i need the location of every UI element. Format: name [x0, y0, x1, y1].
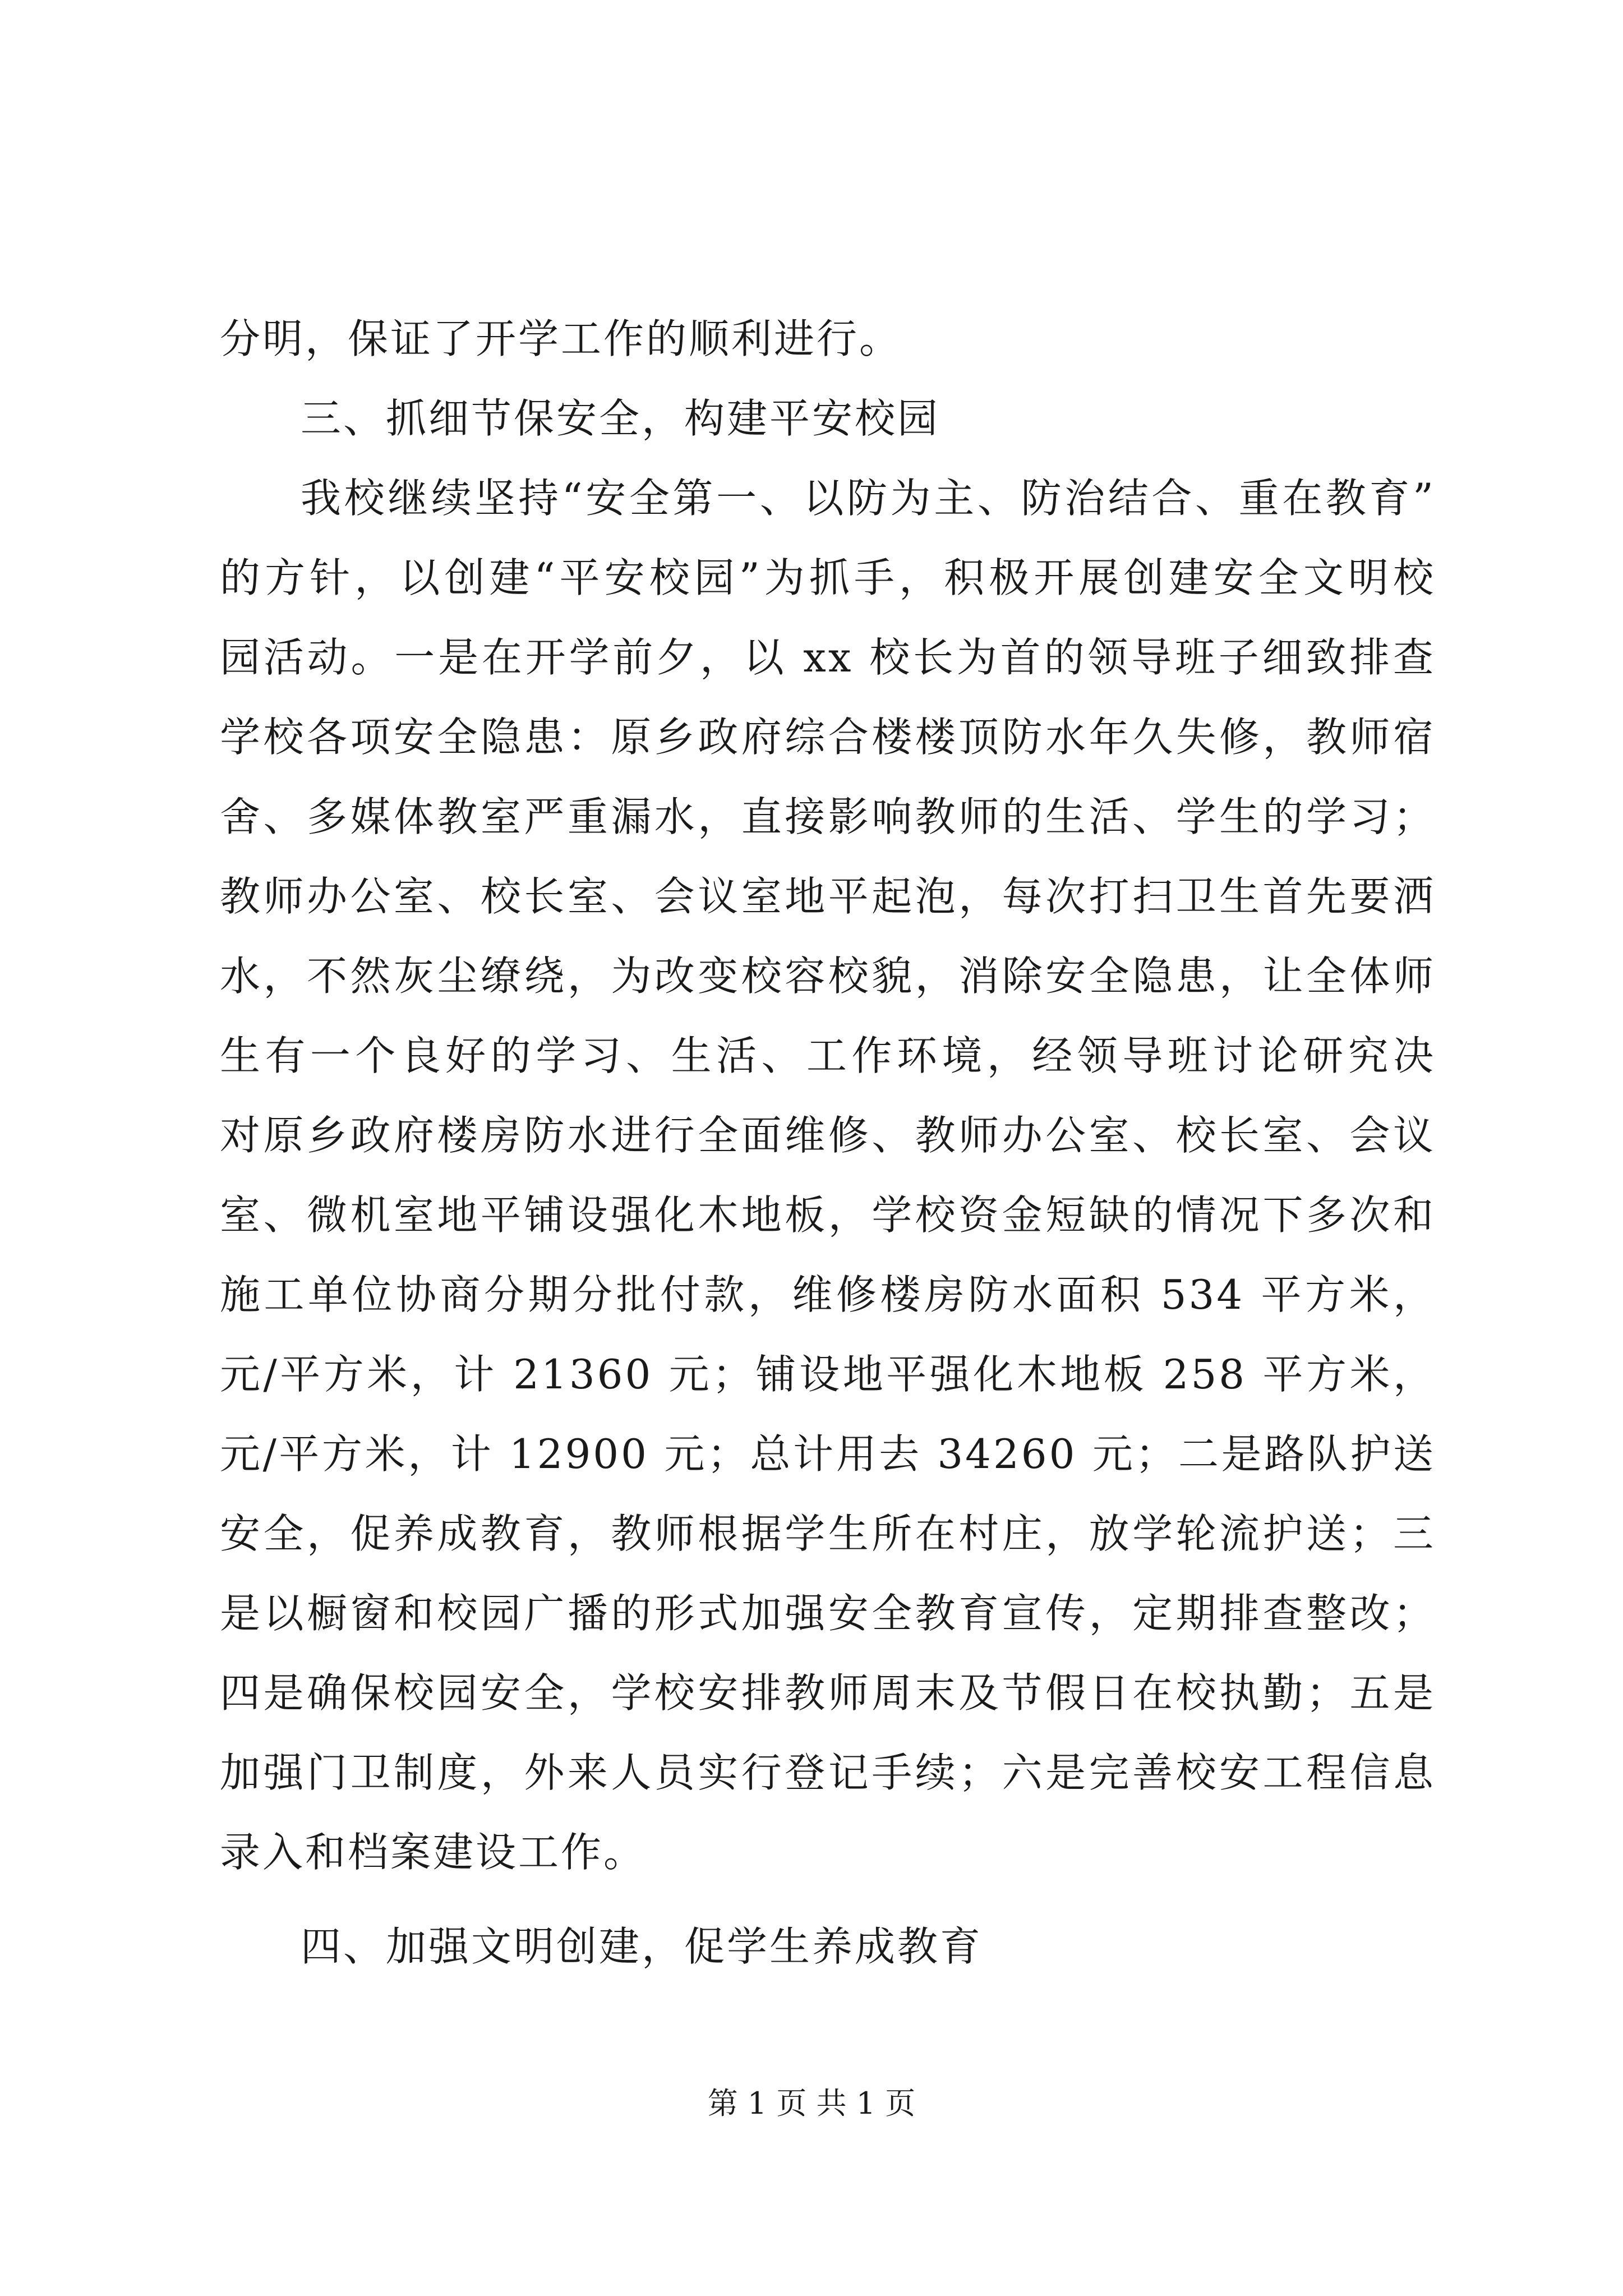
paragraph-line: 我校继续坚持“安全第一、以防为主、防治结合、重在教育” [301, 475, 1436, 522]
paragraph-line: 园活动。一是在开学前夕，以 xx 校长为首的领导班子细致排查 [220, 634, 1436, 681]
section-heading: 三、抓细节保安全，构建平安校园 [301, 395, 940, 442]
paragraph-line: 的方针，以创建“平安校园”为抓手，积极开展创建安全文明校 [220, 554, 1436, 601]
paragraph-line: 对原乡政府楼房防水进行全面维修、教师办公室、校长室、会议 [220, 1112, 1436, 1159]
paragraph-line: 舍、多媒体教室严重漏水，直接影响教师的生活、学生的学习； [220, 793, 1436, 840]
paragraph-line: 施工单位协商分期分批付款，维修楼房防水面积 534 平方米， [220, 1271, 1436, 1318]
paragraph-line: 教师办公室、校长室、会议室地平起泡，每次打扫卫生首先要洒 [220, 873, 1436, 920]
page-footer: 第 1 页 共 1 页 [707, 2086, 916, 2121]
paragraph-line: 分明，保证了开学工作的顺利进行。 [220, 315, 902, 362]
paragraph-line: 元/平方米，计 21360 元；铺设地平强化木地板 258 平方米， [220, 1351, 1436, 1398]
paragraph-line: 学校各项安全隐患：原乡政府综合楼楼顶防水年久失修，教师宿 [220, 714, 1436, 761]
paragraph-line: 元/平方米，计 12900 元；总计用去 34260 元；二是路队护送 [220, 1430, 1436, 1478]
paragraph-line: 是以橱窗和校园广播的形式加强安全教育宣传，定期排查整改； [220, 1590, 1436, 1637]
section-heading: 四、加强文明创建，促学生养成教育 [301, 1923, 983, 1970]
paragraph-line: 四是确保校园安全，学校安排教师周末及节假日在校执勤；五是 [220, 1669, 1436, 1717]
paragraph-line: 室、微机室地平铺设强化木地板，学校资金短缺的情况下多次和 [220, 1191, 1436, 1239]
paragraph-line: 录入和档案建设工作。 [220, 1829, 647, 1876]
paragraph-line: 水，不然灰尘缭绕，为改变校容校貌，消除安全隐患，让全体师 [220, 953, 1436, 1000]
paragraph-line: 安全，促养成教育，教师根据学生所在村庄，放学轮流护送；三 [220, 1510, 1436, 1557]
paragraph-line: 生有一个良好的学习、生活、工作环境，经领导班讨论研究决 [220, 1032, 1436, 1079]
paragraph-line: 加强门卫制度，外来人员实行登记手续；六是完善校安工程信息 [220, 1749, 1436, 1796]
